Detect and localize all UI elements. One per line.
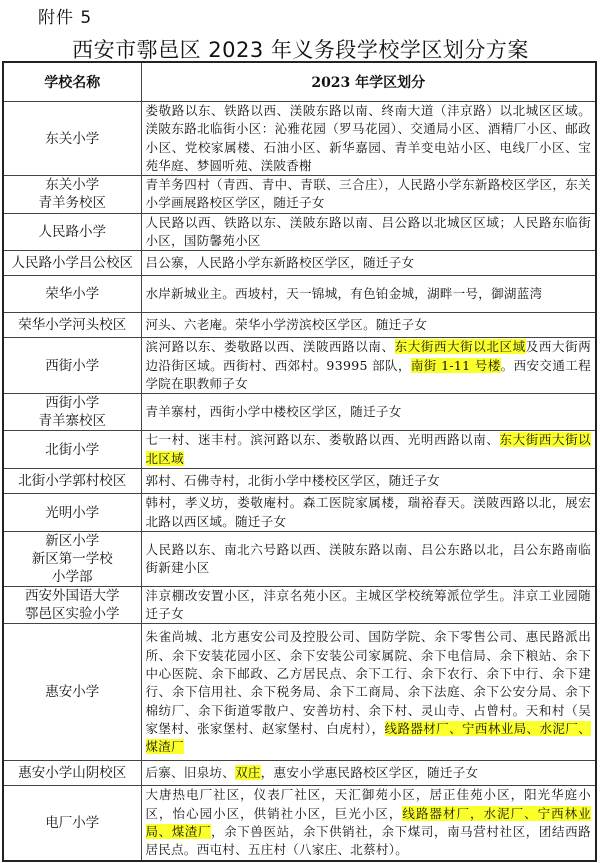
table-row xyxy=(3,176,596,214)
school-name: 荣华小学河头校区 xyxy=(18,317,127,334)
school-name: 新区小学 新区第一学校 小学部 xyxy=(31,532,113,585)
district-cell xyxy=(141,786,596,861)
district-text: 娄敬路以东、铁路以西、渼陂东路以南、终南大道（沣京路）以北城区区域。渼陂东路北临街小区：沁雅花园（罗马花园）、交通局小区、酒精厂小区、邮政小区、党校家属楼、石油小区、新华嘉园、青羊变电站小区、电线厂小区、宝苑华庭、梦圆听苑、渼陂香榭 xyxy=(145,103,591,173)
school-name-cell xyxy=(3,276,141,313)
highlighted-text: 东大街西大街以北区域 xyxy=(394,339,526,355)
table-row xyxy=(3,338,596,394)
highlighted-text: 东大街西大街以北区域 xyxy=(145,432,591,466)
table-row xyxy=(3,469,596,494)
document-title: 西安市鄠邑区 2023 年义务段学校学区划分方案 xyxy=(72,38,529,62)
school-name: 北街小学郭村校区 xyxy=(18,473,127,490)
district-cell xyxy=(141,431,596,469)
district-text: 韩村，孝义坊，娄敬庵村。森工医院家属楼，瑞裕春天。渼陂西路以北，展宏北路以西区域。随迁子女 xyxy=(145,495,591,529)
table-row xyxy=(3,213,596,251)
school-name-cell xyxy=(3,251,141,276)
district-text: 及西大街两边沿街区域。西街村、西郊村。93995 部队， xyxy=(145,339,591,373)
school-name-cell xyxy=(3,624,141,761)
school-name-cell xyxy=(3,213,141,251)
school-name: 东关小学 青羊务校区 xyxy=(38,177,106,212)
school-name: 惠安小学 xyxy=(45,684,100,701)
school-name: 西街小学 xyxy=(45,357,100,374)
district-cell xyxy=(141,469,596,494)
school-name-cell xyxy=(3,338,141,394)
school-name: 东关小学 xyxy=(45,130,100,147)
table-row xyxy=(3,586,596,624)
attachment-label: 附件 5 xyxy=(38,8,93,28)
header-district: 2023 年学区划分 xyxy=(141,62,596,102)
district-text: ，余下兽医站，余下供销社，余下煤司，南马营村社区，团结西路居民点。西屯村、五庄村（八家庄、北蔡村）。 xyxy=(145,824,591,858)
table-row xyxy=(3,102,596,176)
district-text: 大唐热电厂社区，仪表厂社区，天汇御苑小区，居正佳苑小区，阳光华庭小区，怡心园小区，供销社小区，巨光小区， xyxy=(145,787,591,821)
district-cell xyxy=(141,276,596,313)
school-name-cell xyxy=(3,102,141,176)
district-text: 人民路以西、铁路以东、渼陂东路以南、吕公路以北城区区域；人民路东临街小区，国防馨苑小区 xyxy=(145,214,591,249)
district-cell xyxy=(141,102,596,176)
district-text: 滨河路以东、娄敬路以西、渼陂西路以南、 xyxy=(145,339,395,355)
district-text: 沣京棚改安置小区，沣京名苑小区。主城区学校统筹派位学生。沣京工业园随迁子女 xyxy=(145,587,591,622)
table-row xyxy=(3,494,596,532)
table-row xyxy=(3,394,596,431)
district-text: 七一村、迷丰村。滨河路以东、娄敬路以西、光明西路以南、 xyxy=(145,432,500,448)
table-header-row xyxy=(3,62,596,102)
highlighted-text: 线路器材厂，水泥厂、宁西林业局、煤渣厂 xyxy=(145,805,592,840)
school-name-cell xyxy=(3,431,141,469)
district-cell xyxy=(141,624,596,761)
table-row xyxy=(3,313,596,338)
district-table xyxy=(2,61,597,862)
district-text: 青羊务四村（青西、青中、青联、三合庄），人民路小学东新路校区学区，东关小学画展路校区学区，随迁子女 xyxy=(145,177,591,211)
district-cell xyxy=(141,338,596,394)
school-name-cell xyxy=(3,313,141,338)
district-text: 郭村、石佛寺村，北街小学中楼校区学区，随迁子女 xyxy=(145,473,440,489)
district-text: 吕公寨，人民路小学东新路校区学区，随迁子女 xyxy=(145,255,415,271)
school-name: 人民路小学吕公校区 xyxy=(11,255,133,272)
table-row xyxy=(3,786,596,861)
district-cell xyxy=(141,313,596,338)
district-cell xyxy=(141,176,596,214)
school-name-cell xyxy=(3,586,141,624)
header-school-name: 学校名称 xyxy=(3,62,141,102)
school-name-cell xyxy=(3,786,141,861)
district-text: 后寨、旧泉坊、 xyxy=(145,765,236,781)
school-name: 荣华小学 xyxy=(45,286,100,303)
highlighted-text: 南街 1-11 号楼 xyxy=(410,357,501,373)
school-name-cell xyxy=(3,176,141,214)
district-text: 朱雀尚城、北方惠安公司及控股公司、国防学院、余下零售公司、惠民路派出所、余下安装花园小区、余下安装公司家属院、余下电信局、余下粮站、余下中心医院、余下邮政、乙方居民点、余下工行、余下农行、余下中行、余下建行、余下信用社、余下税务局、余下工商局、余下法庭、余下公安分局、余下棉纺厂、余下街道零散户、安善坊村、余下村、灵山寺、占曾村。天和村（吴家堡村、张家堡村、赵家堡村、白虎村）， xyxy=(145,629,591,736)
table-row xyxy=(3,431,596,469)
school-name: 西安外国语大学 鄠邑区实验小学 xyxy=(25,588,120,623)
district-cell xyxy=(141,761,596,786)
school-name: 西街小学 青羊寨校区 xyxy=(38,395,106,430)
table-row xyxy=(3,251,596,276)
district-cell xyxy=(141,394,596,431)
district-text: 人民路以东、南北六号路以西、渼陂东路以南、吕公东路以北，吕公东路南临街新建小区 xyxy=(145,541,591,575)
school-name-cell xyxy=(3,761,141,786)
school-name: 光明小学 xyxy=(45,504,100,521)
school-name: 人民路小学 xyxy=(38,224,106,241)
district-text: 青羊寨村，西街小学中楼校区学区，随迁子女 xyxy=(145,404,402,420)
district-cell xyxy=(141,213,596,251)
table-row xyxy=(3,531,596,586)
district-cell xyxy=(141,251,596,276)
school-name: 北街小学 xyxy=(45,441,100,458)
school-name-cell xyxy=(3,494,141,532)
district-text: 。西安交通工程学院在职教师子女 xyxy=(145,357,592,391)
highlighted-text: 双庄 xyxy=(235,765,261,781)
school-name-cell xyxy=(3,394,141,431)
district-cell xyxy=(141,586,596,624)
district-text: ，惠安小学惠民路校区学区，随迁子女 xyxy=(260,765,479,781)
district-text: 水岸新城业主。西坡村，天一锦城，有色铂金城，湖畔一号，御湖蓝湾 xyxy=(145,286,543,302)
table-row xyxy=(3,624,596,761)
school-name-cell xyxy=(3,531,141,586)
district-text: 河头、六老庵。荣华小学涝滨校区学区。随迁子女 xyxy=(145,317,428,333)
school-name-cell xyxy=(3,469,141,494)
table-row xyxy=(3,761,596,786)
school-name: 电厂小学 xyxy=(45,815,100,832)
highlighted-text: 线路器材厂、宁西林业局、水泥厂、煤渣厂 xyxy=(145,720,591,755)
table-row xyxy=(3,276,596,313)
district-cell xyxy=(141,531,596,586)
school-name: 惠安小学山阴校区 xyxy=(18,765,127,782)
district-cell xyxy=(141,494,596,532)
